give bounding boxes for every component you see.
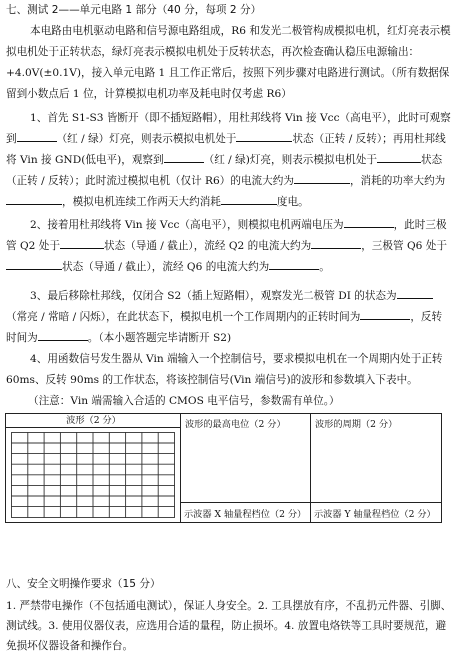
question-3 <box>6 286 452 349</box>
q3-text-b: （常亮 / 常暗 / 闪烁），在此状态下，模拟电机一个工作周期内的正转时间为 <box>6 311 361 323</box>
q3-blank-1[interactable] <box>397 286 433 299</box>
q1-text-g: ，模拟电机连续工作两天大约消耗 <box>62 196 221 208</box>
question-4-note: （注意：Vin 端需输入合适的 CMOS 电平信号，参数需有单位。） <box>28 395 340 407</box>
question-1 <box>6 108 452 213</box>
q1-blank-2[interactable] <box>236 129 292 142</box>
q1-text-e: 状态（正转 / 反转）；此时流过模拟电机（仅计 R6）的电流大约为 <box>6 154 443 187</box>
q1-blank-7[interactable] <box>221 192 277 205</box>
q2-blank-4[interactable] <box>6 257 62 270</box>
q3-blank-3[interactable] <box>38 328 88 341</box>
q2-blank-2[interactable] <box>60 236 104 249</box>
q1-text-c: 状态（正转 / 反转）；再用杜邦线将 Vin 接 GND(低电平)，观察到 <box>6 133 446 166</box>
y-scale-header: 示波器 Y 轴量程档位（2 分） <box>314 509 436 520</box>
q1-text-f: ，消耗的功率大约为 <box>349 175 446 187</box>
x-scale-cell[interactable] <box>181 502 311 522</box>
section-7-title: 七、测试 2——单元电路 1 部分（40 分，每项 2 分） <box>6 4 262 16</box>
q1-text-b: （红 / 绿）灯亮，则表示模拟电机处于 <box>56 133 237 145</box>
answer-table <box>5 413 442 523</box>
q2-text-b: ，此时三极管 Q2 处于 <box>6 219 447 252</box>
q2-text-f: 。 <box>319 261 330 273</box>
section-8-title: 八、安全文明操作要求（15 分） <box>6 578 161 590</box>
q2-blank-1[interactable] <box>344 215 394 228</box>
q1-text-d: （红 / 绿)灯亮，则表示模拟电机处于 <box>203 154 377 166</box>
peak-voltage-cell[interactable] <box>181 414 311 502</box>
q3-text-d: 。（本小题答题完毕请断开 S2) <box>87 332 232 344</box>
q2-text-d: ，三极管 Q6 处于 <box>361 240 447 252</box>
y-scale-cell[interactable] <box>311 502 441 522</box>
q1-blank-4[interactable] <box>377 150 421 163</box>
peak-voltage-header: 波形的最高电位（2 分） <box>185 419 286 430</box>
q1-blank-3[interactable] <box>164 150 204 163</box>
q1-text-a: 1、首先 S1-S3 皆断开（即不插短路帽），用杜邦线将 Vin 接 Vcc（高电平），此时可观察到 <box>6 112 451 145</box>
q2-blank-5[interactable] <box>269 257 319 270</box>
q2-text-e: 状态（导通 / 截止），流经 Q6 的电流大约为 <box>62 261 270 273</box>
section-7-intro: 本电路由电机驱动电路和信号源电路组成，R6 和发光二极管构成模拟电机，红灯亮表示模拟电机处于正转状态，绿灯亮表示模拟电机处于反转状态，再次检查确认稳压电源输出：+4.0V(±0.1V)，接入单元电路 1 且工作正常后，按照下列步骤对电路进行测试。（所有数据保留到小数点后 1 位，计算模拟电机功率及耗电时仅考虑 R6） <box>6 25 451 100</box>
question-4: 4、用函数信号发生器从 Vin 端输入一个控制信号，要求模拟电机在一个周期内处于正转 60ms、反转 90ms 的工作状态，将该控制信号(Vin 端信号)的波形和参数填入下表中。 <box>6 353 443 386</box>
waveform-grid[interactable] <box>11 432 175 518</box>
q1-blank-1[interactable] <box>17 129 57 142</box>
waveform-cell[interactable] <box>6 414 181 522</box>
q1-text-h: 度电。 <box>276 196 309 208</box>
q3-text-c: ，反转时间为 <box>6 311 443 344</box>
q1-blank-6[interactable] <box>6 192 62 205</box>
period-cell[interactable] <box>311 414 441 502</box>
q2-text-c: 状态（导通 / 截止），流经 Q2 的电流大约为 <box>103 240 312 252</box>
section-8-body: 1. 严禁带电操作（不包括通电测试），保证人身安全。2. 工具摆放有序，不乱扔元件器、引脚、测试线。3. 使用仪器仪表，应选用合适的量程，防止损坏。4. 放置电烙铁等工具时要规范，避免损坏仪器设备和操作台。 <box>6 600 452 652</box>
q3-text-a: 3、最后移除杜邦线，仅闭合 S2（插上短路帽），观察发光二极管 DI 的状态为 <box>30 290 397 302</box>
q3-blank-2[interactable] <box>360 307 410 320</box>
q1-blank-5[interactable] <box>294 171 350 184</box>
x-scale-header: 示波器 X 轴量程档位（2 分） <box>184 509 307 520</box>
q2-text-a: 2、接着用杜邦线将 Vin 接 Vcc（高电平），则模拟电机两端电压为 <box>30 219 344 231</box>
waveform-header: 波形（2 分） <box>6 414 181 428</box>
q2-blank-3[interactable] <box>311 236 361 249</box>
question-2 <box>6 215 452 278</box>
period-header: 波形的周期（2 分） <box>315 419 398 430</box>
